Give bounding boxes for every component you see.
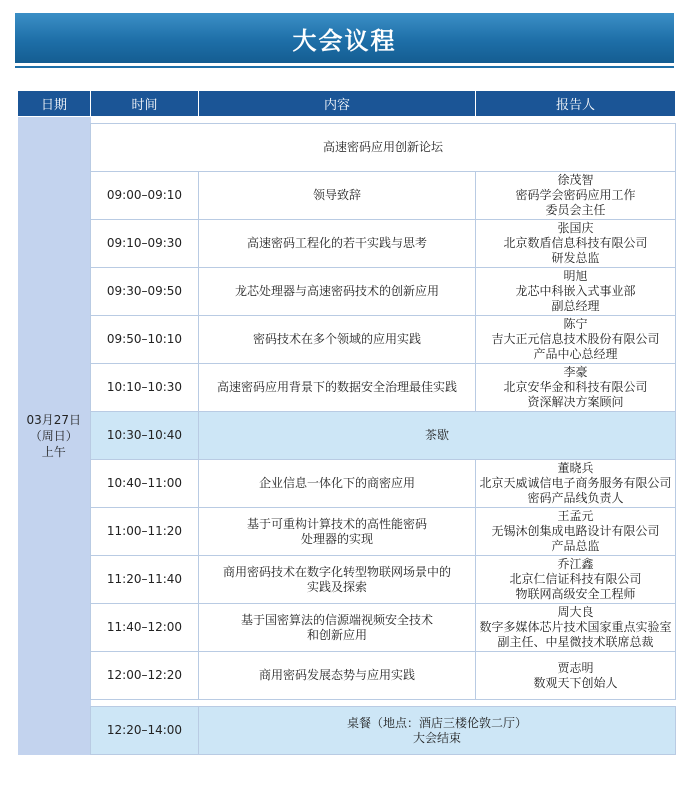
session-time: 10:30–10:40 [91,412,199,460]
title-banner [15,13,674,63]
session-time: 09:00–09:10 [91,172,199,220]
session-row [18,220,676,268]
speaker-name: 明旭 [563,269,588,283]
session-time: 12:20–14:00 [91,707,199,755]
content-line: 基于可重构计算技术的高性能密码 [246,516,427,531]
speaker-affiliation: 密码学会密码应用工作 [515,188,636,202]
session-content [199,268,476,316]
session-time: 11:40–12:00 [91,604,199,652]
speaker-name: 董晓兵 [557,461,594,475]
speaker-name: 李豪 [563,365,588,379]
speaker-affiliation: 密码产品线负责人 [527,491,624,505]
session-row [18,460,676,508]
content-line: 高速密码应用背景下的数据安全治理最佳实践 [216,380,457,394]
session-time: 09:10–09:30 [91,220,199,268]
session-speaker [476,604,676,652]
speaker-affiliation: 北京仁信证科技有限公司 [509,572,642,586]
content-line: 领导致辞 [312,188,361,202]
session-row [18,556,676,604]
speaker-name: 王孟元 [557,509,594,523]
content-line: 茶歇 [424,428,449,442]
session-row [18,268,676,316]
content-line: 密码技术在多个领域的应用实践 [252,332,421,346]
session-content [199,364,476,412]
session-row [18,707,676,755]
session-time: 10:10–10:30 [91,364,199,412]
session-content [199,172,476,220]
session-time: 10:40–11:00 [91,460,199,508]
session-content [199,412,676,460]
title-underline [15,66,674,68]
session-time: 11:20–11:40 [91,556,199,604]
date-day: 03月27日 [26,412,82,427]
date-period: 上午 [41,444,66,459]
speaker-affiliation: 北京数盾信息科技有限公司 [503,236,648,250]
speaker-name: 陈宁 [563,317,588,331]
speaker-affiliation: 物联网高级安全工程师 [515,587,636,601]
speaker-affiliation: 产品总监 [551,539,600,553]
session-row [18,172,676,220]
speaker-affiliation: 委员会主任 [545,203,606,217]
speaker-affiliation: 数观天下创始人 [533,675,618,690]
session-row [18,364,676,412]
session-speaker [476,652,676,700]
session-content [199,556,476,604]
agenda-table [17,90,676,755]
header-content: 内容 [199,91,476,117]
speaker-affiliation: 无锡沐创集成电路设计有限公司 [491,524,660,538]
content-line: 实践及探索 [306,579,367,594]
session-row [18,604,676,652]
session-speaker [476,508,676,556]
speaker-affiliation: 资深解决方案顾问 [527,395,624,409]
spacer-row [18,700,676,707]
session-content [199,220,476,268]
session-speaker [476,268,676,316]
date-weekday: （周日） [29,428,78,443]
session-row [18,652,676,700]
page-title: 大会议程 [292,26,397,55]
header-date: 日期 [18,91,91,117]
header-time: 时间 [91,91,199,117]
session-content [199,460,476,508]
content-line: 处理器的实现 [300,531,373,546]
session-time: 12:00–12:20 [91,652,199,700]
speaker-affiliation: 数字多媒体芯片技术国家重点实验室 [479,620,672,634]
content-line: 桌餐（地点：酒店三楼伦敦二厅） [346,715,527,730]
speaker-name: 张国庆 [557,221,594,235]
content-line: 商用密码发展态势与应用实践 [258,668,415,682]
speaker-name: 乔江鑫 [557,557,594,571]
session-content [199,652,476,700]
forum-row [18,124,676,172]
session-speaker [476,556,676,604]
speaker-affiliation: 龙芯中科嵌入式事业部 [515,284,636,298]
session-content [199,604,476,652]
speaker-affiliation: 吉大正元信息技术股份有限公司 [491,332,660,346]
speaker-affiliation: 产品中心总经理 [533,347,618,361]
session-time: 09:30–09:50 [91,268,199,316]
session-time: 09:50–10:10 [91,316,199,364]
header-speaker: 报告人 [476,91,676,117]
speaker-affiliation: 副总经理 [551,299,600,313]
speaker-affiliation: 副主任、中星微技术联席总裁 [497,635,654,649]
session-row [18,508,676,556]
speaker-affiliation: 北京安华金和科技有限公司 [503,380,648,394]
content-line: 龙芯处理器与高速密码技术的创新应用 [234,284,439,298]
session-speaker [476,364,676,412]
header-row [18,91,676,117]
session-content [199,316,476,364]
content-line: 和创新应用 [306,627,367,642]
speaker-affiliation: 研发总监 [551,251,600,265]
content-line: 商用密码技术在数字化转型物联网场景中的 [222,564,451,579]
session-row [18,316,676,364]
session-speaker [476,316,676,364]
session-speaker [476,460,676,508]
session-row [18,412,676,460]
content-line: 企业信息一体化下的商密应用 [258,476,415,490]
speaker-affiliation: 北京天威诚信电子商务服务有限公司 [479,476,672,490]
session-content [199,707,676,755]
speaker-name: 贾志明 [557,660,594,675]
content-line: 高速密码工程化的若干实践与思考 [246,236,427,250]
session-time: 11:00–11:20 [91,508,199,556]
content-line: 大会结束 [412,730,461,745]
forum-title: 高速密码应用创新论坛 [91,124,676,172]
speaker-name: 徐茂智 [557,173,594,187]
speaker-name: 周大良 [557,605,594,619]
session-content [199,508,476,556]
spacer-row [18,117,676,124]
content-line: 基于国密算法的信源端视频安全技术 [240,612,433,627]
date-cell [18,117,91,755]
session-speaker [476,220,676,268]
session-speaker [476,172,676,220]
